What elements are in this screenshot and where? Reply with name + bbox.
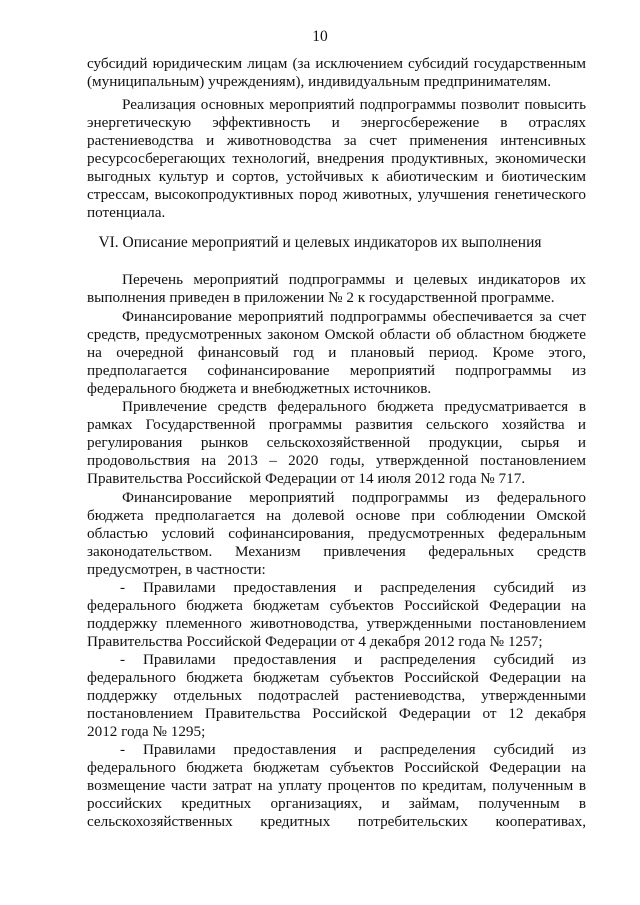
text-line: сельскохозяйственных кредитных потребительских кооперативах, (87, 813, 586, 830)
text-line: стрессам, высокопродуктивных пород животных, улучшения генетического (87, 186, 586, 203)
text-line: Финансирование мероприятий подпрограммы из федерального (122, 489, 586, 506)
text-line: федерального бюджета бюджетам субъектов Российской Федерации на (87, 759, 586, 776)
list-item-line: - Правилами предоставления и распределения субсидий из (120, 741, 586, 758)
text-line: выполнения приведен в приложении № 2 к государственной программе. (87, 289, 555, 306)
text-line: ресурсосберегающих технологий, внедрения продуктивных, экономически (87, 150, 586, 167)
text-line: постановлением Правительства Российской Федерации от 12 декабря (87, 705, 586, 722)
section-heading: VI. Описание мероприятий и целевых индикаторов их выполнения (98, 234, 542, 251)
text-line: законодательством. Механизм привлечения федеральных средств (87, 543, 586, 560)
text-line: Правительства Российской Федерации от 14 июля 2012 года № 717. (87, 470, 526, 487)
text-line: предполагается софинансирование мероприятий подпрограммы из (87, 362, 586, 379)
text-line: российских кредитных организациях, и займам, полученным в (87, 795, 586, 812)
text-line: средств, предусмотренных законом Омской области об областном бюджете (87, 326, 586, 343)
text-line: потенциала. (87, 204, 166, 221)
text-line: рамках Государственной программы развития сельского хозяйства и (87, 416, 586, 433)
text-line: на очередной финансовый год и плановый период. Кроме этого, (87, 344, 586, 361)
text-line: бюджета предполагается на долевой основе при соблюдении Омской (87, 507, 586, 524)
text-line: поддержку отдельных подотраслей растениеводства, утвержденными (87, 687, 586, 704)
list-item-line: - Правилами предоставления и распределения субсидий из (120, 651, 586, 668)
text-line: (муниципальным) учреждениям), индивидуальным предпринимателям. (87, 73, 552, 90)
list-item-line: - Правилами предоставления и распределения субсидий из (120, 579, 586, 596)
text-line: Привлечение средств федерального бюджета предусматривается в (122, 398, 586, 415)
text-line: возмещение части затрат на уплату процентов по кредитам, полученным в (87, 777, 586, 794)
text-line: федерального бюджета бюджетам субъектов Российской Федерации на (87, 669, 586, 686)
text-line: регулирования рынков сельскохозяйственной продукции, сырья и (87, 434, 586, 451)
text-line: выгодных культур и сортов, устойчивых к абиотическим и биотическим (87, 168, 586, 185)
text-line: федерального бюджета и внебюджетных источников. (87, 380, 432, 397)
text-line: областью условий софинансирования, предусмотренных федеральным (87, 525, 586, 542)
text-line: продовольствия на 2013 – 2020 годы, утвержденной постановлением (87, 452, 586, 469)
text-line: Реализация основных мероприятий подпрограммы позволит повысить (122, 96, 586, 113)
text-line: федерального бюджета бюджетам субъектов Российской Федерации на (87, 597, 586, 614)
text-line: Правительства Российской Федерации от 4 декабря 2012 года № 1257; (87, 633, 543, 650)
text-line: Финансирование мероприятий подпрограммы обеспечивается за счет (122, 308, 586, 325)
text-line: субсидий юридическим лицам (за исключением субсидий государственным (87, 55, 586, 72)
text-line: энергетическую эффективность и энергосбережение в отраслях (87, 114, 586, 131)
page-number: 10 (312, 28, 328, 45)
text-line: Перечень мероприятий подпрограммы и целевых индикаторов их (122, 271, 586, 288)
text-line: поддержку племенного животноводства, утвержденными постановлением (87, 615, 586, 632)
text-line: 2012 года № 1295; (87, 723, 206, 740)
text-line: предусмотрен, в частности: (87, 561, 266, 578)
text-line: растениеводства и животноводства за счет применения интенсивных (87, 132, 586, 149)
